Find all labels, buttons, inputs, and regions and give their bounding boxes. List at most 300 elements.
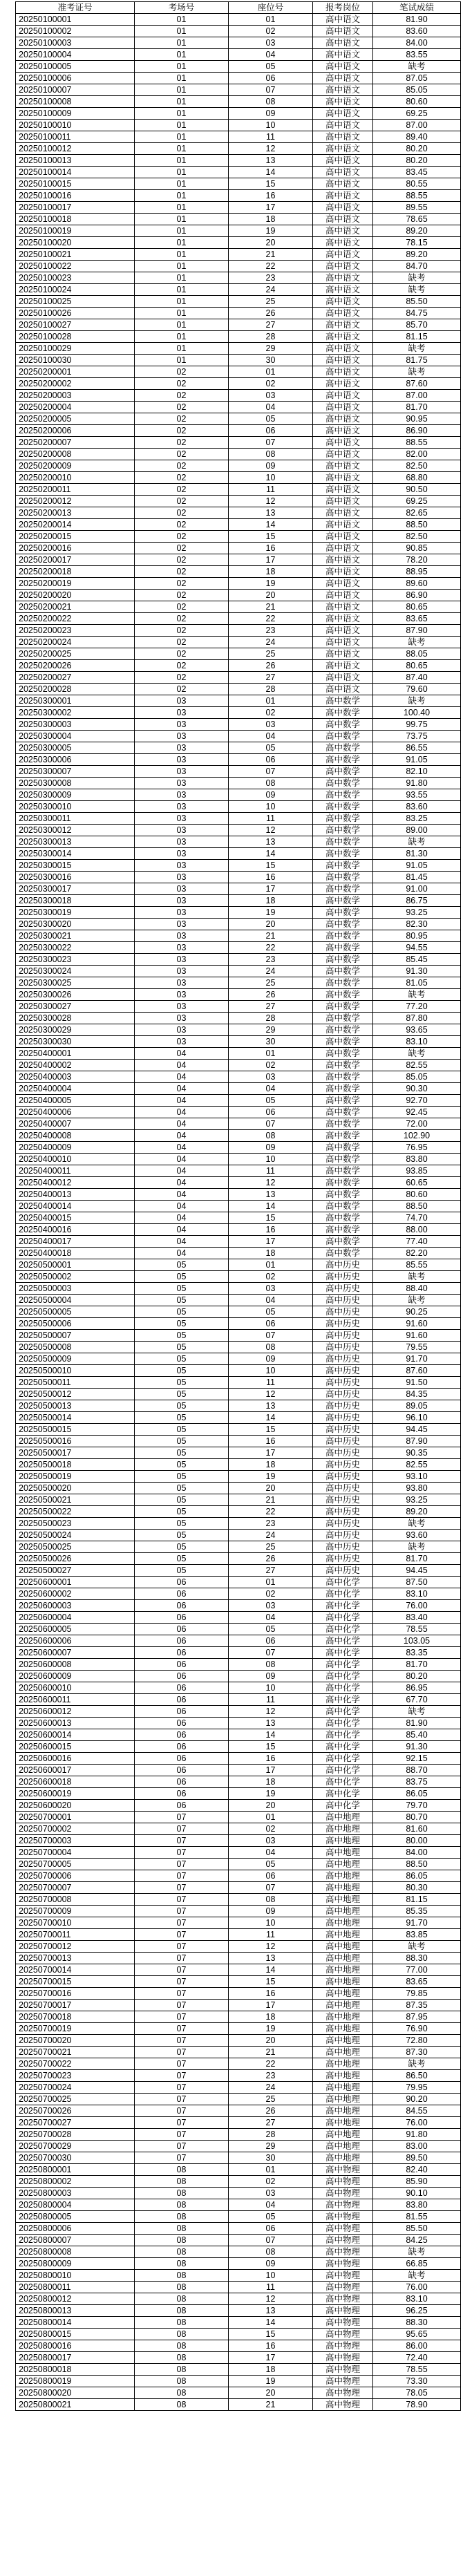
room-number-cell: 01	[135, 249, 229, 261]
seat-number-cell: 27	[229, 1565, 313, 1577]
score-cell: 72.00	[373, 1118, 461, 1130]
score-cell: 89.50	[373, 2152, 461, 2164]
seat-number-cell: 24	[229, 966, 313, 977]
ticket-number-cell: 20250400010	[16, 1154, 135, 1165]
score-cell: 83.40	[373, 1612, 461, 1624]
ticket-number-cell: 20250100017	[16, 202, 135, 214]
ticket-number-cell: 20250800004	[16, 2199, 135, 2211]
seat-number-cell: 22	[229, 2058, 313, 2070]
table-row	[16, 1412, 461, 1424]
table-row	[16, 789, 461, 801]
room-number-cell: 04	[135, 1107, 229, 1118]
room-number-cell: 01	[135, 108, 229, 120]
seat-number-cell: 15	[229, 1976, 313, 1988]
table-row	[16, 2164, 461, 2176]
table-row	[16, 484, 461, 496]
position-cell: 高中数学	[313, 836, 373, 848]
room-number-cell: 02	[135, 554, 229, 566]
position-cell: 高中语文	[313, 543, 373, 554]
ticket-number-cell: 20250700012	[16, 1941, 135, 1953]
seat-number-cell: 09	[229, 2258, 313, 2270]
table-row	[16, 1588, 461, 1600]
seat-number-cell: 13	[229, 155, 313, 167]
room-number-cell: 03	[135, 907, 229, 919]
ticket-number-cell: 20250200028	[16, 684, 135, 695]
table-row	[16, 613, 461, 625]
score-cell: 69.25	[373, 108, 461, 120]
room-number-cell: 04	[135, 1236, 229, 1248]
table-row	[16, 1964, 461, 1976]
table-row	[16, 2105, 461, 2117]
table-row	[16, 1330, 461, 1342]
room-number-cell: 08	[135, 2188, 229, 2199]
table-row	[16, 1483, 461, 1494]
score-cell: 80.30	[373, 1882, 461, 1894]
table-row	[16, 237, 461, 249]
room-number-cell: 05	[135, 1424, 229, 1436]
table-row	[16, 37, 461, 49]
seat-number-cell: 14	[229, 2317, 313, 2329]
position-cell: 高中地理	[313, 2094, 373, 2105]
room-number-cell: 01	[135, 178, 229, 190]
room-number-cell: 03	[135, 966, 229, 977]
seat-number-cell: 10	[229, 1682, 313, 1694]
ticket-number-cell: 20250600012	[16, 1706, 135, 1718]
score-cell: 83.65	[373, 613, 461, 625]
table-row	[16, 648, 461, 660]
position-cell: 高中地理	[313, 1953, 373, 1964]
position-cell: 高中数学	[313, 1236, 373, 1248]
table-row	[16, 1389, 461, 1400]
position-cell: 高中历史	[313, 1259, 373, 1271]
ticket-number-cell: 20250600001	[16, 1577, 135, 1588]
ticket-number-cell: 20250200006	[16, 425, 135, 437]
ticket-number-cell: 20250600015	[16, 1741, 135, 1753]
score-cell: 91.30	[373, 966, 461, 977]
room-number-cell: 05	[135, 1259, 229, 1271]
ticket-number-cell: 20250200014	[16, 519, 135, 531]
room-number-cell: 08	[135, 2282, 229, 2293]
seat-number-cell: 17	[229, 2352, 313, 2364]
score-cell: 80.95	[373, 930, 461, 942]
ticket-number-cell: 20250100007	[16, 84, 135, 96]
seat-number-cell: 18	[229, 2011, 313, 2023]
position-cell: 高中数学	[313, 731, 373, 742]
table-row	[16, 1953, 461, 1964]
ticket-number-cell: 20250700002	[16, 1823, 135, 1835]
score-cell: 99.75	[373, 719, 461, 731]
seat-number-cell: 05	[229, 413, 313, 425]
room-number-cell: 08	[135, 2329, 229, 2340]
score-cell: 85.70	[373, 319, 461, 331]
seat-number-cell: 15	[229, 1424, 313, 1436]
table-row	[16, 178, 461, 190]
table-row	[16, 2117, 461, 2129]
score-cell: 80.00	[373, 1835, 461, 1847]
table-row	[16, 1048, 461, 1060]
seat-number-cell: 20	[229, 919, 313, 930]
position-cell: 高中语文	[313, 61, 373, 73]
room-number-cell: 01	[135, 225, 229, 237]
score-cell: 85.45	[373, 954, 461, 966]
seat-number-cell: 11	[229, 1929, 313, 1941]
ticket-number-cell: 20250500020	[16, 1483, 135, 1494]
seat-number-cell: 09	[229, 789, 313, 801]
room-number-cell: 03	[135, 719, 229, 731]
score-cell: 86.95	[373, 1682, 461, 1694]
position-cell: 高中历史	[313, 1377, 373, 1389]
seat-number-cell: 21	[229, 2399, 313, 2411]
seat-number-cell: 17	[229, 554, 313, 566]
position-cell: 高中语文	[313, 108, 373, 120]
score-cell: 88.50	[373, 519, 461, 531]
table-row	[16, 308, 461, 319]
seat-number-cell: 20	[229, 1483, 313, 1494]
ticket-number-cell: 20250700015	[16, 1976, 135, 1988]
ticket-number-cell: 20250700014	[16, 1964, 135, 1976]
position-cell: 高中物理	[313, 2199, 373, 2211]
score-cell: 缺考	[373, 1518, 461, 1530]
room-number-cell: 03	[135, 895, 229, 907]
room-number-cell: 05	[135, 1530, 229, 1541]
table-row	[16, 1400, 461, 1412]
table-row	[16, 460, 461, 472]
score-cell: 82.40	[373, 2164, 461, 2176]
seat-number-cell: 03	[229, 1283, 313, 1295]
seat-number-cell: 17	[229, 1236, 313, 1248]
seat-number-cell: 20	[229, 2035, 313, 2047]
score-cell: 80.20	[373, 1671, 461, 1682]
table-header	[16, 2, 461, 14]
score-cell: 83.60	[373, 26, 461, 37]
ticket-number-cell: 20250700028	[16, 2129, 135, 2141]
seat-number-cell: 23	[229, 625, 313, 637]
score-cell: 缺考	[373, 2058, 461, 2070]
ticket-number-cell: 20250500003	[16, 1283, 135, 1295]
table-row	[16, 684, 461, 695]
ticket-number-cell: 20250300011	[16, 813, 135, 825]
score-cell: 89.40	[373, 131, 461, 143]
ticket-number-cell: 20250800017	[16, 2352, 135, 2364]
room-number-cell: 03	[135, 778, 229, 789]
seat-number-cell: 12	[229, 825, 313, 836]
seat-number-cell: 12	[229, 2293, 313, 2305]
seat-number-cell: 01	[229, 1577, 313, 1588]
table-row	[16, 778, 461, 789]
position-cell: 高中语文	[313, 331, 373, 343]
seat-number-cell: 09	[229, 1353, 313, 1365]
table-row	[16, 49, 461, 61]
seat-number-cell: 17	[229, 202, 313, 214]
room-number-cell: 02	[135, 413, 229, 425]
table-row	[16, 907, 461, 919]
score-cell: 81.90	[373, 14, 461, 26]
score-cell: 81.90	[373, 1718, 461, 1729]
position-cell: 高中化学	[313, 1635, 373, 1647]
score-cell: 87.00	[373, 120, 461, 131]
table-row	[16, 1753, 461, 1765]
ticket-number-cell: 20250700005	[16, 1859, 135, 1870]
seat-number-cell: 04	[229, 1612, 313, 1624]
table-row	[16, 343, 461, 355]
table-row	[16, 1189, 461, 1201]
seat-number-cell: 09	[229, 1671, 313, 1682]
position-cell: 高中数学	[313, 742, 373, 754]
score-cell: 80.65	[373, 601, 461, 613]
seat-number-cell: 16	[229, 190, 313, 202]
ticket-number-cell: 20250500005	[16, 1306, 135, 1318]
table-row	[16, 1353, 461, 1365]
seat-number-cell: 17	[229, 2000, 313, 2011]
score-cell: 90.30	[373, 1083, 461, 1095]
room-number-cell: 04	[135, 1154, 229, 1165]
score-cell: 缺考	[373, 61, 461, 73]
seat-number-cell: 06	[229, 73, 313, 84]
room-number-cell: 06	[135, 1624, 229, 1635]
table-row	[16, 1095, 461, 1107]
table-row	[16, 1118, 461, 1130]
room-number-cell: 05	[135, 1353, 229, 1365]
room-number-cell: 07	[135, 2000, 229, 2011]
position-cell: 高中物理	[313, 2399, 373, 2411]
room-number-cell: 08	[135, 2176, 229, 2188]
position-cell: 高中化学	[313, 1647, 373, 1659]
table-row	[16, 1518, 461, 1530]
room-number-cell: 05	[135, 1318, 229, 1330]
score-cell: 93.85	[373, 1165, 461, 1177]
table-row	[16, 131, 461, 143]
score-cell: 83.45	[373, 167, 461, 178]
position-cell: 高中数学	[313, 966, 373, 977]
ticket-number-cell: 20250600011	[16, 1694, 135, 1706]
seat-number-cell: 20	[229, 237, 313, 249]
ticket-number-cell: 20250700009	[16, 1906, 135, 1917]
score-cell: 87.35	[373, 2000, 461, 2011]
ticket-number-cell: 20250100011	[16, 131, 135, 143]
seat-number-cell: 20	[229, 1800, 313, 1812]
room-number-cell: 02	[135, 507, 229, 519]
ticket-number-cell: 20250300024	[16, 966, 135, 977]
room-number-cell: 02	[135, 637, 229, 648]
seat-number-cell: 27	[229, 672, 313, 684]
seat-number-cell: 09	[229, 108, 313, 120]
score-cell: 89.05	[373, 1400, 461, 1412]
score-cell: 87.00	[373, 390, 461, 402]
ticket-number-cell: 20250200010	[16, 472, 135, 484]
ticket-number-cell: 20250300028	[16, 1013, 135, 1024]
seat-number-cell: 27	[229, 1001, 313, 1013]
seat-number-cell: 11	[229, 813, 313, 825]
score-cell: 85.05	[373, 84, 461, 96]
position-cell: 高中语文	[313, 84, 373, 96]
position-cell: 高中历史	[313, 1353, 373, 1365]
table-row	[16, 2329, 461, 2340]
position-cell: 高中语文	[313, 460, 373, 472]
score-cell: 87.05	[373, 73, 461, 84]
room-number-cell: 02	[135, 648, 229, 660]
ticket-number-cell: 20250800011	[16, 2282, 135, 2293]
position-cell: 高中数学	[313, 907, 373, 919]
seat-number-cell: 02	[229, 1823, 313, 1835]
position-cell: 高中语文	[313, 390, 373, 402]
room-number-cell: 01	[135, 37, 229, 49]
score-cell: 80.65	[373, 660, 461, 672]
table-row	[16, 519, 461, 531]
room-number-cell: 02	[135, 437, 229, 449]
seat-number-cell: 21	[229, 1494, 313, 1506]
table-row	[16, 1459, 461, 1471]
seat-number-cell: 06	[229, 1870, 313, 1882]
position-cell: 高中地理	[313, 1988, 373, 2000]
ticket-number-cell: 20250200027	[16, 672, 135, 684]
seat-number-cell: 14	[229, 1412, 313, 1424]
seat-number-cell: 01	[229, 1048, 313, 1060]
position-cell: 高中地理	[313, 2117, 373, 2129]
position-cell: 高中数学	[313, 707, 373, 719]
room-number-cell: 04	[135, 1130, 229, 1142]
table-row	[16, 825, 461, 836]
ticket-number-cell: 20250500013	[16, 1400, 135, 1412]
room-number-cell: 02	[135, 402, 229, 413]
room-number-cell: 03	[135, 1001, 229, 1013]
ticket-number-cell: 20250800014	[16, 2317, 135, 2329]
seat-number-cell: 02	[229, 707, 313, 719]
score-cell: 85.05	[373, 1071, 461, 1083]
score-cell: 85.55	[373, 1259, 461, 1271]
seat-number-cell: 18	[229, 566, 313, 578]
ticket-number-cell: 20250300003	[16, 719, 135, 731]
table-row	[16, 2282, 461, 2293]
seat-number-cell: 10	[229, 1154, 313, 1165]
score-cell: 81.15	[373, 331, 461, 343]
position-cell: 高中数学	[313, 766, 373, 778]
position-cell: 高中历史	[313, 1389, 373, 1400]
seat-number-cell: 13	[229, 836, 313, 848]
room-number-cell: 03	[135, 942, 229, 954]
ticket-number-cell: 20250100014	[16, 167, 135, 178]
ticket-number-cell: 20250500007	[16, 1330, 135, 1342]
position-cell: 高中数学	[313, 977, 373, 989]
room-number-cell: 05	[135, 1483, 229, 1494]
table-row	[16, 966, 461, 977]
position-cell: 高中化学	[313, 1682, 373, 1694]
ticket-number-cell: 20250100023	[16, 272, 135, 284]
seat-number-cell: 19	[229, 578, 313, 590]
room-number-cell: 08	[135, 2305, 229, 2317]
table-row	[16, 531, 461, 543]
position-cell: 高中语文	[313, 202, 373, 214]
score-cell: 78.20	[373, 554, 461, 566]
seat-number-cell: 20	[229, 590, 313, 601]
ticket-number-cell: 20250500009	[16, 1353, 135, 1365]
score-cell: 80.55	[373, 178, 461, 190]
table-row	[16, 813, 461, 825]
room-number-cell: 08	[135, 2340, 229, 2352]
table-row	[16, 766, 461, 778]
position-cell: 高中物理	[313, 2387, 373, 2399]
position-cell: 高中语文	[313, 625, 373, 637]
position-cell: 高中历史	[313, 1506, 373, 1518]
position-cell: 高中历史	[313, 1494, 373, 1506]
seat-number-cell: 28	[229, 684, 313, 695]
table-row	[16, 1001, 461, 1013]
seat-number-cell: 29	[229, 343, 313, 355]
seat-number-cell: 02	[229, 1588, 313, 1600]
room-number-cell: 02	[135, 472, 229, 484]
ticket-number-cell: 20250200008	[16, 449, 135, 460]
table-row	[16, 2340, 461, 2352]
position-cell: 高中化学	[313, 1671, 373, 1682]
score-cell: 91.60	[373, 1318, 461, 1330]
score-cell: 91.05	[373, 754, 461, 766]
ticket-number-cell: 20250100028	[16, 331, 135, 343]
table-row	[16, 919, 461, 930]
ticket-number-cell: 20250700010	[16, 1917, 135, 1929]
room-number-cell: 03	[135, 766, 229, 778]
ticket-number-cell: 20250700001	[16, 1812, 135, 1823]
position-cell: 高中物理	[313, 2376, 373, 2387]
table-row	[16, 2317, 461, 2329]
ticket-number-cell: 20250100018	[16, 214, 135, 225]
position-cell: 高中语文	[313, 14, 373, 26]
seat-number-cell: 03	[229, 719, 313, 731]
score-cell: 缺考	[373, 989, 461, 1001]
seat-number-cell: 26	[229, 308, 313, 319]
seat-number-cell: 09	[229, 1906, 313, 1917]
table-row	[16, 1036, 461, 1048]
table-row	[16, 1694, 461, 1706]
score-cell: 缺考	[373, 1295, 461, 1306]
position-cell: 高中物理	[313, 2188, 373, 2199]
ticket-number-cell: 20250400013	[16, 1189, 135, 1201]
room-number-cell: 01	[135, 237, 229, 249]
table-row	[16, 1976, 461, 1988]
position-cell: 高中语文	[313, 261, 373, 272]
seat-number-cell: 08	[229, 96, 313, 108]
position-cell: 高中数学	[313, 1118, 373, 1130]
room-number-cell: 08	[135, 2199, 229, 2211]
position-cell: 高中化学	[313, 1577, 373, 1588]
position-cell: 高中历史	[313, 1471, 373, 1483]
table-row	[16, 61, 461, 73]
position-cell: 高中地理	[313, 1835, 373, 1847]
seat-number-cell: 30	[229, 2152, 313, 2164]
table-row	[16, 413, 461, 425]
ticket-number-cell: 20250300021	[16, 930, 135, 942]
position-cell: 高中历史	[313, 1436, 373, 1447]
table-row	[16, 143, 461, 155]
ticket-number-cell: 20250400001	[16, 1048, 135, 1060]
seat-number-cell: 10	[229, 1365, 313, 1377]
position-cell: 高中语文	[313, 343, 373, 355]
room-number-cell: 02	[135, 543, 229, 554]
table-row	[16, 1060, 461, 1071]
room-number-cell: 01	[135, 214, 229, 225]
room-number-cell: 04	[135, 1060, 229, 1071]
table-row	[16, 1647, 461, 1659]
seat-number-cell: 07	[229, 2235, 313, 2246]
position-cell: 高中数学	[313, 1024, 373, 1036]
score-cell: 83.80	[373, 2199, 461, 2211]
table-row	[16, 1988, 461, 2000]
seat-number-cell: 12	[229, 143, 313, 155]
ticket-number-cell: 20250400011	[16, 1165, 135, 1177]
position-cell: 高中语文	[313, 96, 373, 108]
ticket-number-cell: 20250300006	[16, 754, 135, 766]
room-number-cell: 05	[135, 1436, 229, 1447]
ticket-number-cell: 20250300025	[16, 977, 135, 989]
table-row	[16, 1718, 461, 1729]
